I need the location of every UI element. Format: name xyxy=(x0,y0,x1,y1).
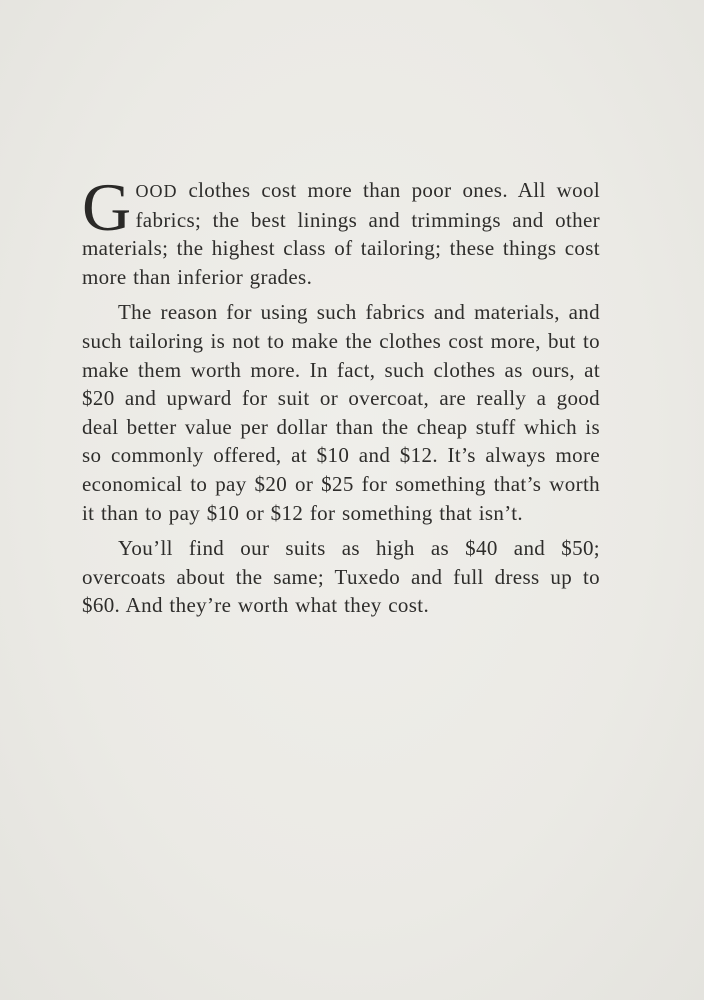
paragraph-3: You’ll find our suits as high as $40 and $50; overcoats about the same; Tuxedo and full dress up to $60. And they’re worth what they cost. xyxy=(82,536,600,618)
small-caps-lead: OOD xyxy=(135,181,178,201)
paragraph-1-text: clothes cost more than poor ones. All wool fabrics; the best linings and trimmings and other materials; the highest class of tailoring; these things cost more than inferior grades. xyxy=(82,178,600,289)
paragraph-1 xyxy=(82,169,600,291)
drop-cap: G xyxy=(82,169,132,245)
paragraph-2: The reason for using such fabrics and materials, and such tailoring is not to make the clothes cost more, but to make them worth more. In fact, such clothes as ours, at $20 and upward for suit or overcoat, are really a good deal better value per dollar than the cheap stuff which is so commonly offered, at $10 and $12. It’s always more economical to pay $20 or $25 for something that’s worth it than to pay $10 or $12 for something that isn’t. xyxy=(82,300,600,525)
body-text xyxy=(82,169,600,627)
